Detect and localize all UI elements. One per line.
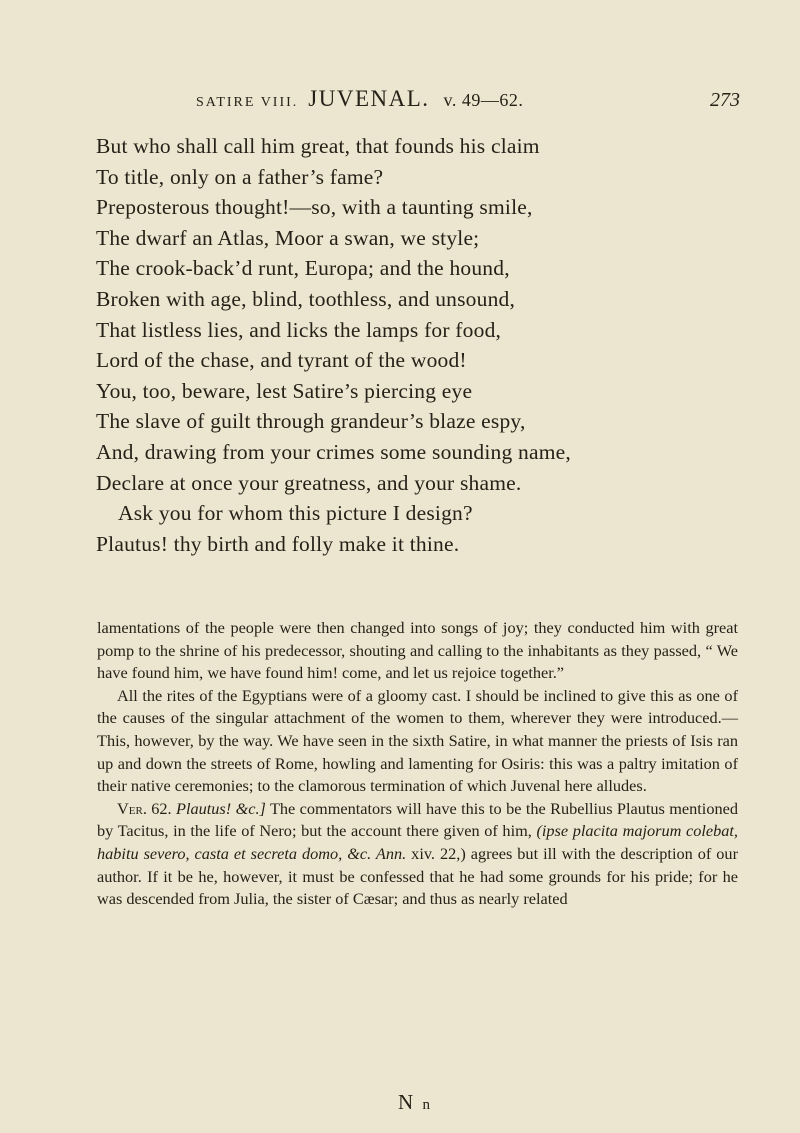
verse-reference: Ver. 62. bbox=[117, 798, 172, 818]
poem-line: The slave of guilt through grandeur’s blaze espy, bbox=[96, 409, 526, 434]
signature-letter: N bbox=[398, 1090, 416, 1114]
running-header bbox=[196, 86, 740, 116]
poem-line: Ask you for whom this picture I design? bbox=[118, 501, 473, 526]
note-text: xiv. 22,) agrees but ill with the description of our author. If it be he, however, it must be confessed that he had some grounds for his pride; for he was descended from Julia, the sister of Cæsar; and thus as nearly related bbox=[97, 843, 738, 909]
poem-block bbox=[96, 131, 736, 559]
note-paragraph: lamentations of the people were then changed into songs of joy; they conducted him with great pomp to the shrine of his predecessor, shouting and calling to the inhabitants as they passed, “ We have found him, we have found him! come, and let us rejoice together.” bbox=[97, 618, 738, 683]
poem-line: Plautus! thy birth and folly make it thine. bbox=[96, 531, 460, 556]
signature-mark bbox=[30, 1090, 800, 1115]
note-paragraph: All the rites of the Egyptians were of a gloomy cast. I should be inclined to give this as one of the causes of the singular attachment of the women to them, wherever they were introduced.—This, however, by the way. We have seen in the sixth Satire, in what manner the priests of Isis ran up and down the streets of Rome, howling and lamenting for Osiris: this was a paltry imitation of their native ceremonies; to the clamorous termination of which Juvenal here alludes. bbox=[97, 685, 738, 796]
page-number: 273 bbox=[710, 89, 740, 111]
header-satire: SATIRE VIII. bbox=[196, 95, 299, 110]
note-text: The commentators will have this to be the Rubellius Plautus mentioned by Tacitus, in the life of Nero; but the account there given of him, bbox=[97, 798, 738, 841]
note-lemma: Plautus! &c.] bbox=[176, 798, 266, 818]
header-author: JUVENAL. bbox=[308, 86, 430, 111]
poem-line: And, drawing from your crimes some sounding name, bbox=[96, 439, 571, 464]
poem-line: Broken with age, blind, toothless, and unsound, bbox=[96, 286, 516, 311]
latin-quotation: (ipse placita majorum colebat, habitu severo, casta et secreta domo, &c. Ann. bbox=[97, 821, 738, 863]
poem-line: Lord of the chase, and tyrant of the wood! bbox=[96, 348, 467, 373]
header-verses: v. 49—62. bbox=[443, 90, 524, 110]
poem-line: The dwarf an Atlas, Moor a swan, we style; bbox=[96, 225, 480, 250]
commentary-notes bbox=[97, 617, 738, 911]
poem-line: To title, only on a father’s fame? bbox=[96, 164, 384, 189]
poem-line: The crook-back’d runt, Europa; and the hound, bbox=[96, 256, 510, 281]
poem-line: You, too, beware, lest Satire’s piercing eye bbox=[96, 378, 473, 403]
signature-sub: n bbox=[422, 1097, 432, 1113]
note-paragraph-verse-62 bbox=[97, 798, 738, 911]
poem-line: That listless lies, and licks the lamps for food, bbox=[96, 317, 502, 342]
poem-line: Preposterous thought!—so, with a taunting smile, bbox=[96, 195, 533, 220]
poem-line: But who shall call him great, that founds his claim bbox=[96, 134, 540, 158]
poem-line: Declare at once your greatness, and your shame. bbox=[96, 470, 522, 495]
